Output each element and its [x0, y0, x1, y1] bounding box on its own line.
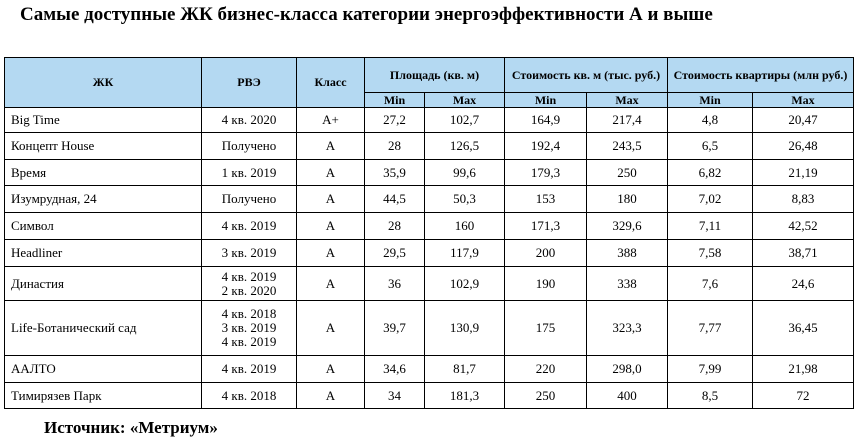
cell-rve [202, 133, 297, 160]
cell-pf-max: 36,45 [753, 301, 854, 356]
cell-pf-max: 42,52 [753, 213, 854, 240]
cell-area-max: 102,7 [425, 108, 505, 133]
cell-pf-min: 6,5 [668, 133, 753, 160]
cell-area-min: 34 [365, 383, 425, 409]
cell-rve [202, 356, 297, 383]
cell-name: Изумрудная, 24 [5, 186, 202, 213]
cell-klass: А [297, 240, 365, 267]
data-table [4, 57, 854, 409]
cell-pm-max: 217,4 [587, 108, 668, 133]
cell-name: Династия [5, 267, 202, 301]
header-price-per-meter: Стоимость кв. м (тыс. руб.) [505, 58, 668, 93]
rve-line: Получено [221, 191, 277, 206]
cell-pm-max: 400 [587, 383, 668, 409]
rve-line: 4 кв. 2019 [221, 268, 277, 284]
cell-name: Концепт House [5, 133, 202, 160]
header-price-per-flat: Стоимость квартиры (млн руб.) [668, 58, 854, 93]
cell-rve [202, 160, 297, 186]
header-price-m-min: Min [505, 93, 587, 108]
cell-area-min: 36 [365, 267, 425, 301]
cell-pf-min: 7,11 [668, 213, 753, 240]
cell-area-min: 28 [365, 213, 425, 240]
cell-name: Время [5, 160, 202, 186]
cell-klass: А [297, 160, 365, 186]
cell-name: Big Time [5, 108, 202, 133]
header-price-m-max: Max [587, 93, 668, 108]
cell-pf-max: 8,83 [753, 186, 854, 213]
cell-area-max: 117,9 [425, 240, 505, 267]
cell-area-max: 126,5 [425, 133, 505, 160]
cell-area-max: 99,6 [425, 160, 505, 186]
cell-pf-max: 24,6 [753, 267, 854, 301]
cell-rve [202, 186, 297, 213]
cell-pm-min: 190 [505, 267, 587, 301]
cell-pm-min: 250 [505, 383, 587, 409]
cell-area-min: 34,6 [365, 356, 425, 383]
rve-line: Получено [221, 138, 277, 153]
table-row [5, 133, 854, 160]
cell-pf-max: 26,48 [753, 133, 854, 160]
cell-pm-min: 175 [505, 301, 587, 356]
cell-name: ААЛТО [5, 356, 202, 383]
rve-line: 1 кв. 2019 [221, 164, 277, 180]
cell-area-min: 29,5 [365, 240, 425, 267]
header-area: Площадь (кв. м) [365, 58, 505, 93]
cell-area-max: 181,3 [425, 383, 505, 409]
cell-area-max: 160 [425, 213, 505, 240]
rve-line: 4 кв. 2019 [221, 218, 277, 233]
rve-line: 4 кв. 2019 [221, 334, 277, 349]
cell-pf-min: 7,77 [668, 301, 753, 356]
table-body [5, 108, 854, 409]
cell-area-max: 102,9 [425, 267, 505, 301]
table-row [5, 108, 854, 133]
cell-pf-max: 20,47 [753, 108, 854, 133]
cell-klass: А [297, 133, 365, 160]
header-area-max: Max [425, 93, 505, 108]
rve-line: 4 кв. 2019 [221, 361, 277, 376]
cell-pm-min: 171,3 [505, 213, 587, 240]
cell-pm-max: 250 [587, 160, 668, 186]
cell-pf-max: 72 [753, 383, 854, 409]
cell-rve [202, 301, 297, 356]
cell-pm-max: 298,0 [587, 356, 668, 383]
cell-rve [202, 240, 297, 267]
header-price-flat-min: Min [668, 93, 753, 108]
cell-klass: А [297, 383, 365, 409]
rve-line: 3 кв. 2019 [221, 245, 277, 260]
cell-pm-min: 153 [505, 186, 587, 213]
cell-klass: А [297, 267, 365, 301]
rve-line: 4 кв. 2018 [221, 306, 277, 321]
cell-name: Символ [5, 213, 202, 240]
cell-area-max: 130,9 [425, 301, 505, 356]
cell-rve [202, 108, 297, 133]
table-row [5, 160, 854, 186]
cell-pf-min: 7,58 [668, 240, 753, 267]
cell-pf-max: 21,19 [753, 160, 854, 186]
cell-area-min: 35,9 [365, 160, 425, 186]
header-area-min: Min [365, 93, 425, 108]
cell-name: Headliner [5, 240, 202, 267]
cell-klass: А+ [297, 108, 365, 133]
cell-area-min: 28 [365, 133, 425, 160]
table-row [5, 301, 854, 356]
cell-pf-min: 7,6 [668, 267, 753, 301]
table-row [5, 383, 854, 409]
header-zk: ЖК [5, 58, 202, 108]
cell-name: Life-Ботанический сад [5, 301, 202, 356]
cell-area-max: 81,7 [425, 356, 505, 383]
cell-area-min: 27,2 [365, 108, 425, 133]
cell-pm-max: 388 [587, 240, 668, 267]
cell-area-min: 44,5 [365, 186, 425, 213]
cell-pm-max: 243,5 [587, 133, 668, 160]
rve-line: 4 кв. 2018 [221, 387, 277, 403]
cell-pm-min: 220 [505, 356, 587, 383]
cell-klass: А [297, 301, 365, 356]
rve-line: 2 кв. 2020 [221, 282, 277, 298]
cell-pf-min: 7,99 [668, 356, 753, 383]
table-row [5, 356, 854, 383]
cell-pf-max: 21,98 [753, 356, 854, 383]
cell-pm-max: 323,3 [587, 301, 668, 356]
header-rve: РВЭ [202, 58, 297, 108]
page-title: Самые доступные ЖК бизнес-класса категории энергоэффективности А и выше [20, 4, 713, 25]
rve-line: 4 кв. 2020 [221, 112, 277, 127]
cell-pf-min: 7,02 [668, 186, 753, 213]
cell-pf-max: 38,71 [753, 240, 854, 267]
cell-rve [202, 383, 297, 409]
cell-pf-min: 4,8 [668, 108, 753, 133]
cell-klass: А [297, 186, 365, 213]
source-note: Источник: «Метриум» [44, 418, 218, 437]
cell-rve [202, 267, 297, 301]
header-class: Класс [297, 58, 365, 108]
cell-area-min: 39,7 [365, 301, 425, 356]
cell-pf-min: 8,5 [668, 383, 753, 409]
cell-pm-max: 338 [587, 267, 668, 301]
cell-pm-max: 329,6 [587, 213, 668, 240]
cell-rve [202, 213, 297, 240]
header-price-flat-max: Max [753, 93, 854, 108]
table-row [5, 267, 854, 301]
rve-line: 3 кв. 2019 [221, 320, 277, 335]
cell-pm-min: 192,4 [505, 133, 587, 160]
cell-pm-max: 180 [587, 186, 668, 213]
table-row [5, 186, 854, 213]
table-row [5, 213, 854, 240]
cell-klass: А [297, 213, 365, 240]
cell-area-max: 50,3 [425, 186, 505, 213]
cell-pm-min: 164,9 [505, 108, 587, 133]
cell-klass: А [297, 356, 365, 383]
cell-pm-min: 179,3 [505, 160, 587, 186]
cell-name: Тимирязев Парк [5, 383, 202, 409]
table-row [5, 240, 854, 267]
cell-pf-min: 6,82 [668, 160, 753, 186]
cell-pm-min: 200 [505, 240, 587, 267]
